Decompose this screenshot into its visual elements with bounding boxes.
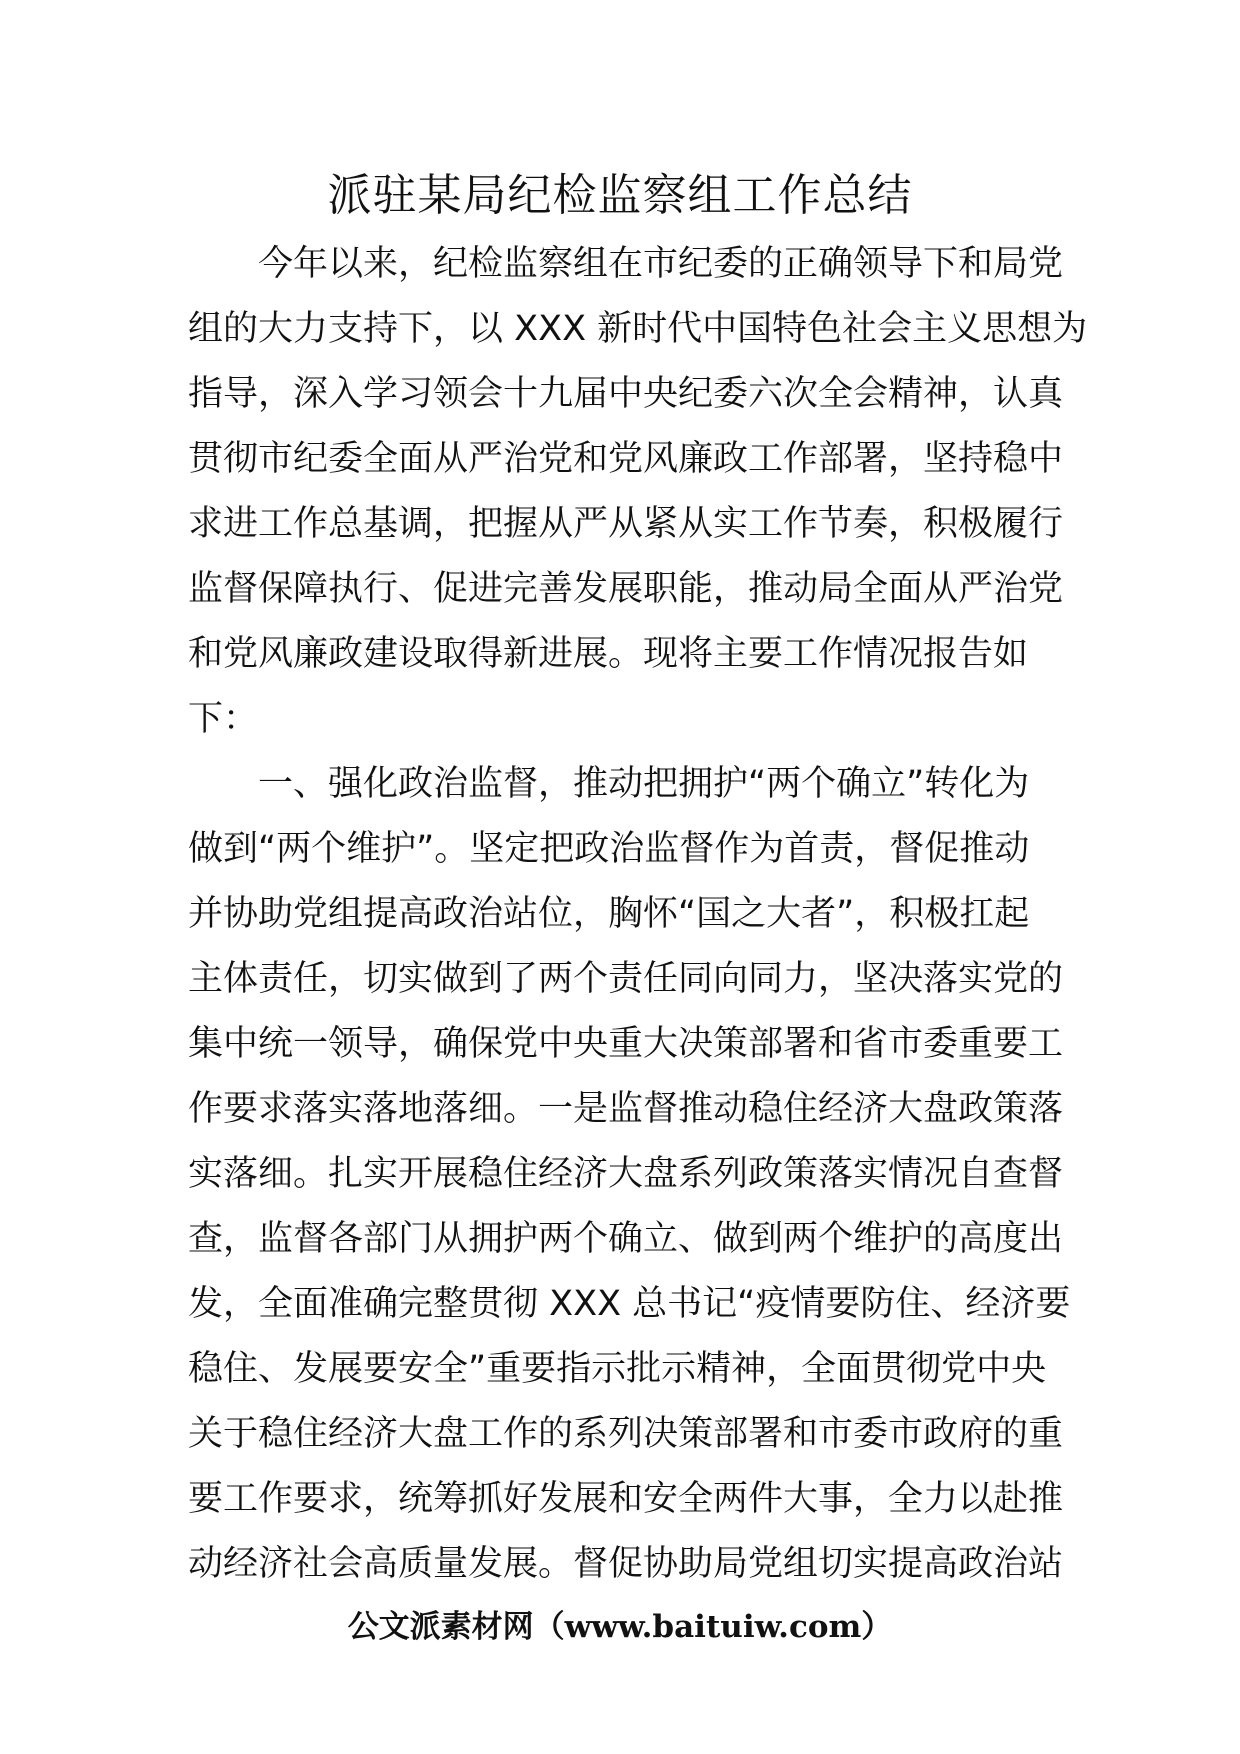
body-line: 今年以来，纪检监察组在市纪委的正确领导下和局党 — [188, 244, 1064, 284]
body-line: 指导，深入学习领会十九届中央纪委六次全会精神，认真 — [188, 374, 1064, 414]
body-line: 并协助党组提高政治站位，胸怀“国之大者”，积极扛起 — [188, 894, 1030, 934]
body-line: 要工作要求，统筹抓好发展和安全两件大事，全力以赴推 — [188, 1479, 1064, 1519]
body-line: 实落细。扎实开展稳住经济大盘系列政策落实情况自查督 — [188, 1154, 1064, 1194]
body-line: 求进工作总基调，把握从严从紧从实工作节奏，积极履行 — [188, 504, 1064, 544]
body-line: 作要求落实落地落细。一是监督推动稳住经济大盘政策落 — [188, 1089, 1064, 1129]
body-line: 和党风廉政建设取得新进展。现将主要工作情况报告如 — [188, 634, 1029, 674]
body-line: 集中统一领导，确保党中央重大决策部署和省市委重要工 — [188, 1024, 1064, 1064]
footer-watermark: 公文派素材网（www.baituiw.com） — [347, 1609, 893, 1645]
body-line: 稳住、发展要安全”重要指示批示精神，全面贯彻党中央 — [188, 1349, 1047, 1389]
document-title: 派驻某局纪检监察组工作总结 — [327, 170, 913, 221]
body-line: 组的大力支持下，以 XXX 新时代中国特色社会主义思想为 — [188, 309, 1088, 349]
body-line: 查，监督各部门从拥护两个确立、做到两个维护的高度出 — [188, 1219, 1064, 1259]
body-line: 发，全面准确完整贯彻 XXX 总书记“疫情要防住、经济要 — [188, 1284, 1071, 1324]
body-line: 监督保障执行、促进完善发展职能，推动局全面从严治党 — [188, 569, 1064, 609]
body-line: 做到“两个维护”。坚定把政治监督作为首责，督促推动 — [188, 829, 1030, 869]
body-line: 动经济社会高质量发展。督促协助局党组切实提高政治站 — [188, 1544, 1064, 1584]
body-line: 下： — [188, 699, 259, 739]
body-line: 关于稳住经济大盘工作的系列决策部署和市委市政府的重 — [188, 1414, 1064, 1454]
body-line: 贯彻市纪委全面从严治党和党风廉政工作部署，坚持稳中 — [188, 439, 1064, 479]
document-body — [188, 232, 1088, 1597]
section-heading-line: 一、强化政治监督，推动把拥护“两个确立”转化为 — [188, 764, 1030, 804]
body-line: 主体责任，切实做到了两个责任同向同力，坚决落实党的 — [188, 959, 1064, 999]
